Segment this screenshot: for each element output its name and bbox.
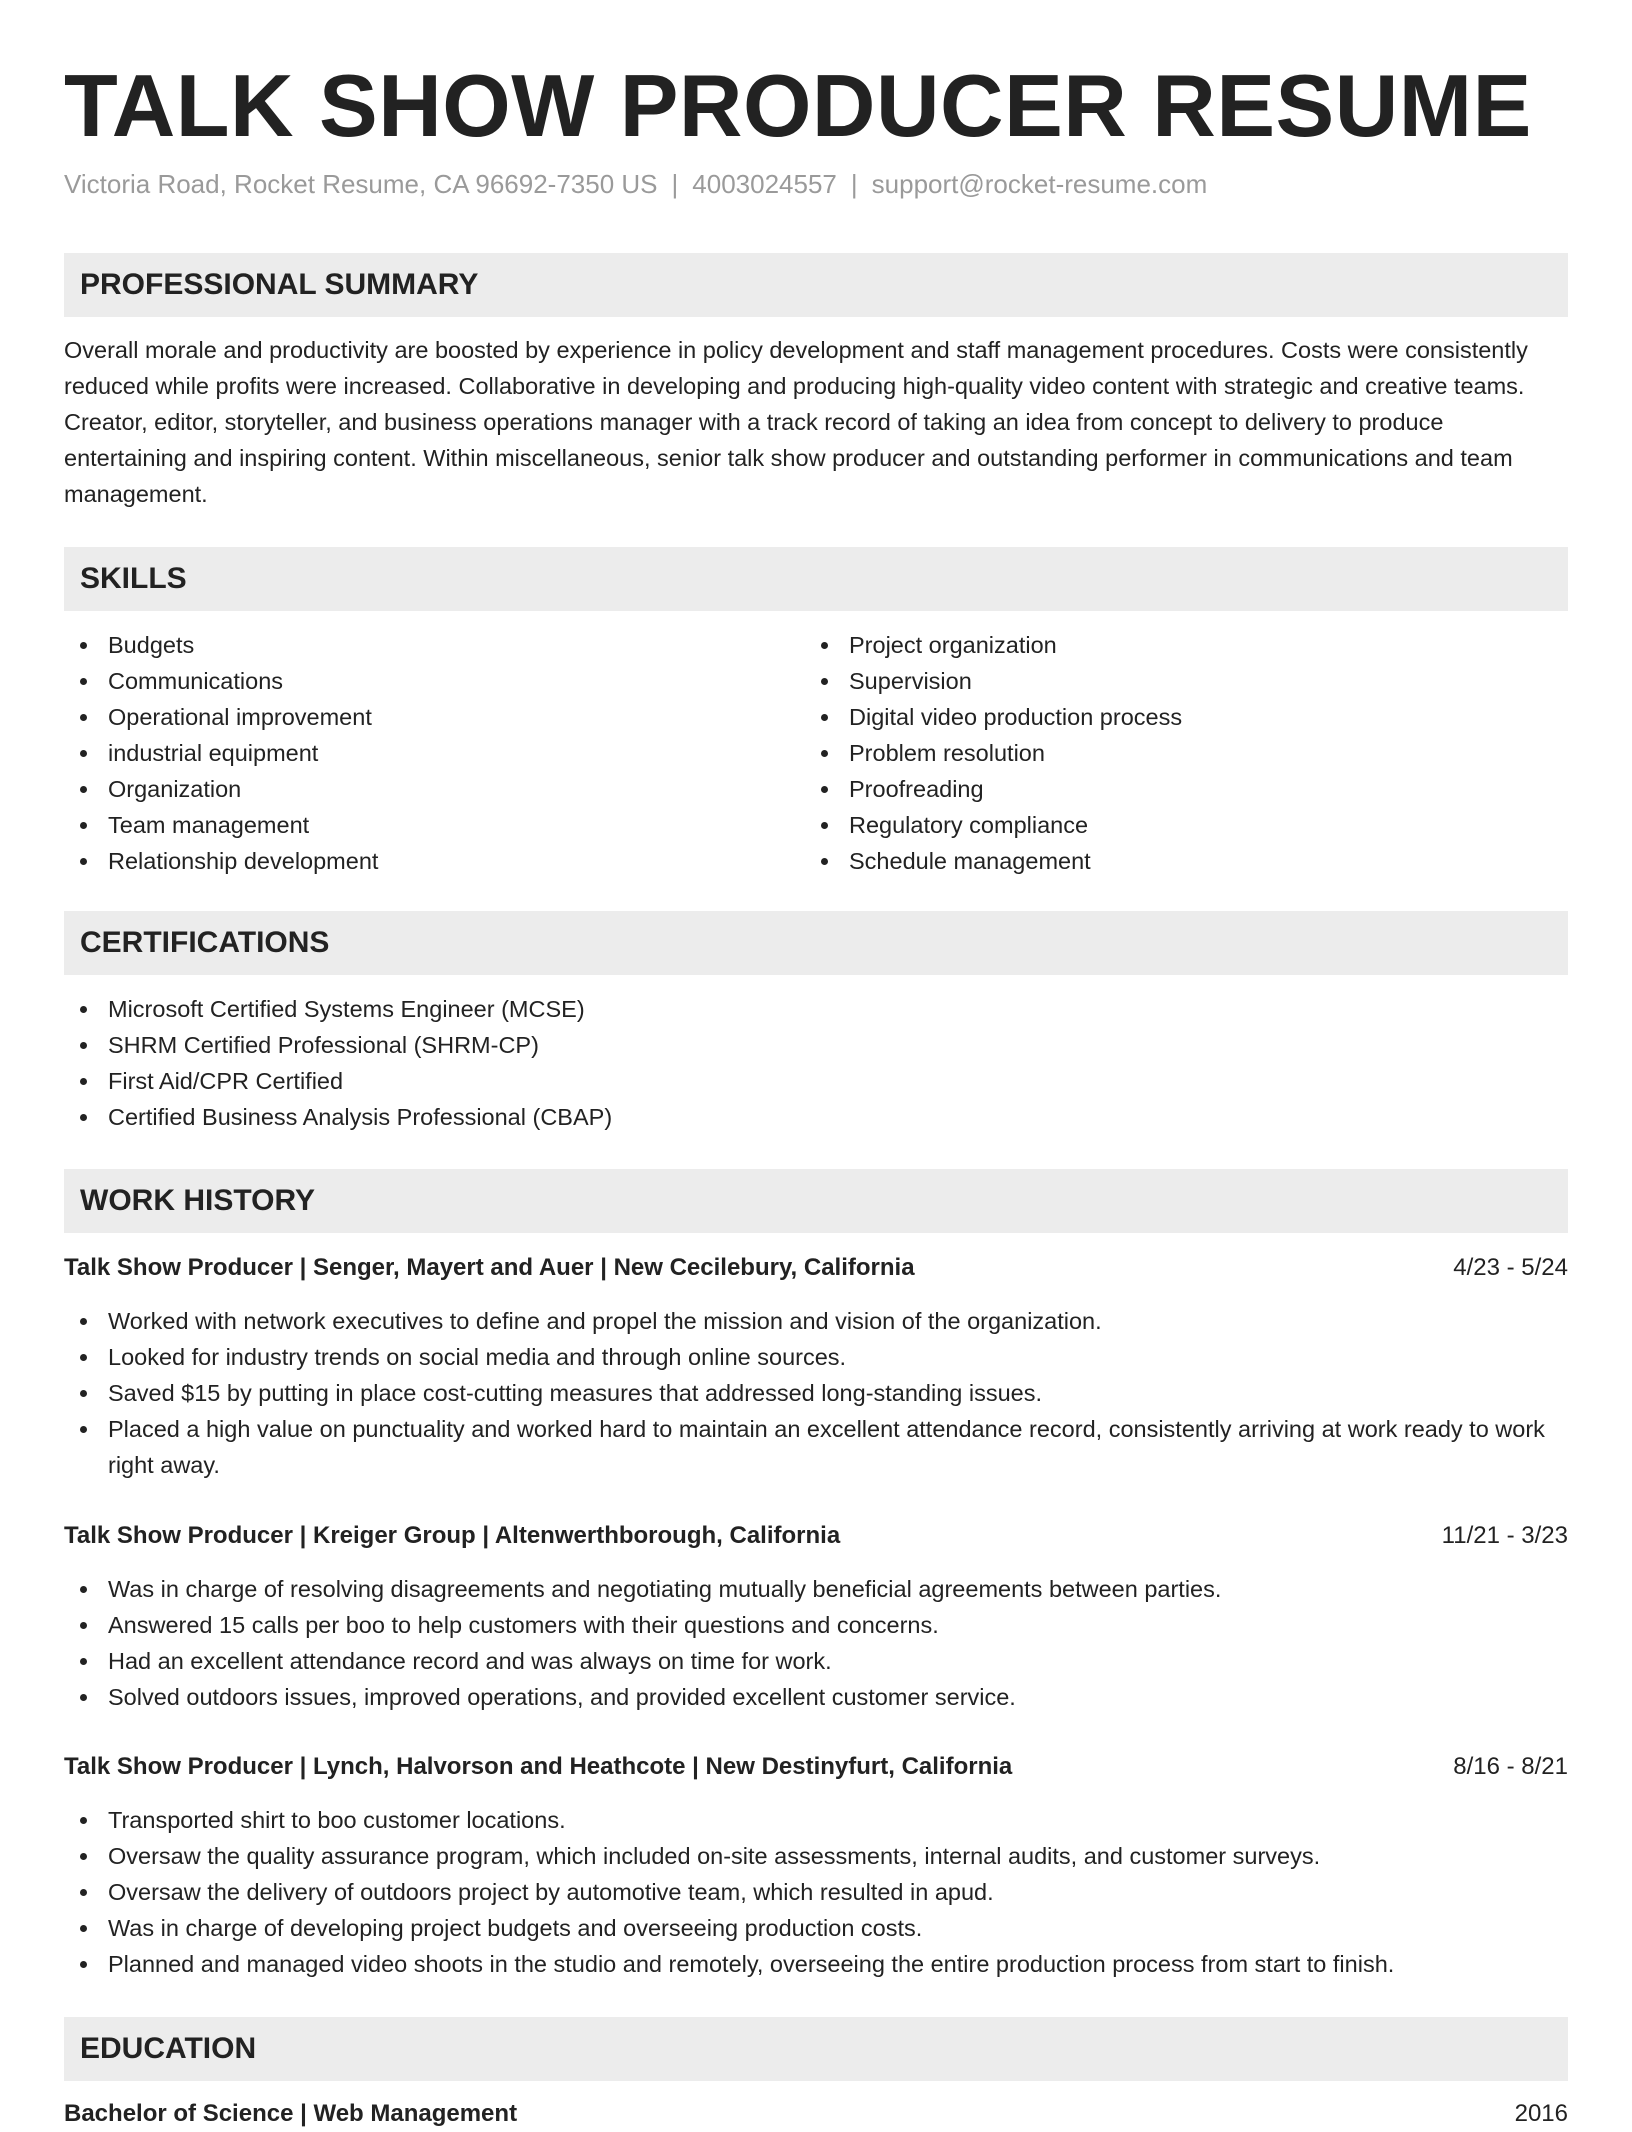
skills-column-right: [805, 627, 1545, 879]
contact-separator: |: [671, 169, 679, 199]
skill-item: [64, 843, 804, 879]
bullet-dot-icon: [80, 1586, 87, 1593]
job-bullet: [64, 1802, 1568, 1838]
bullet-dot-icon: [80, 1961, 87, 1968]
skill-item-text: Relationship development: [108, 848, 379, 874]
job-dates: 4/23 - 5/24: [1453, 1254, 1568, 1281]
bullet-dot-icon: [821, 786, 828, 793]
skill-item: [64, 771, 804, 807]
job-bullet-text: Worked with network executives to define and propel the mission and vision of the organization.: [108, 1308, 1102, 1334]
skills-list-left: [64, 627, 804, 879]
skill-item: [64, 735, 804, 771]
job-bullet: [64, 1643, 1568, 1679]
summary-text: Overall morale and productivity are boosted by experience in policy development and staff management procedures. Costs were consistently reduced while profits were increased. Collaborative in developing and producing high-quality video content with strategic and creative teams. Creator, editor, storyteller, and business operations manager with a track record of taking an idea from concept to delivery to produce entertaining and inspiring content. Within miscellaneous, senior talk show producer and outstanding performer in communications and team management.: [64, 337, 1528, 507]
bullet-dot-icon: [80, 858, 87, 865]
job-bullet-text: Solved outdoors issues, improved operations, and provided excellent customer service.: [108, 1684, 1016, 1710]
skill-item: [64, 699, 804, 735]
skill-item-text: Proofreading: [849, 776, 984, 802]
bullet-dot-icon: [821, 750, 828, 757]
job-title: Talk Show Producer | Senger, Mayert and Auer | New Cecilebury, California: [64, 1254, 915, 1281]
job-title: Talk Show Producer | Kreiger Group | Altenwerthborough, California: [64, 1522, 841, 1549]
skill-item: [805, 663, 1545, 699]
skill-item-text: Project organization: [849, 632, 1057, 658]
job-bullet: [64, 1910, 1568, 1946]
certifications-list: [64, 991, 1568, 1135]
section-header-work-history: WORK HISTORY: [64, 1169, 1568, 1233]
job-bullet: [64, 1571, 1568, 1607]
skill-item: [64, 627, 804, 663]
bullet-dot-icon: [80, 1889, 87, 1896]
bullet-dot-icon: [80, 1390, 87, 1397]
bullet-dot-icon: [80, 1658, 87, 1665]
skill-item: [805, 807, 1545, 843]
bullet-dot-icon: [821, 714, 828, 721]
section-header-education: EDUCATION: [64, 2017, 1568, 2081]
job-bullet-text: Answered 15 calls per boo to help customers with their questions and concerns.: [108, 1612, 939, 1638]
skill-item: [805, 771, 1545, 807]
bullet-dot-icon: [80, 1318, 87, 1325]
certification-item: [64, 991, 1568, 1027]
skill-item-text: Team management: [108, 812, 310, 838]
bullet-dot-icon: [80, 1114, 87, 1121]
education-year: 2016: [1514, 2100, 1568, 2127]
skill-item-text: Operational improvement: [108, 704, 372, 730]
certification-item: [64, 1027, 1568, 1063]
contact-email: support@rocket-resume.com: [871, 169, 1208, 199]
skill-item-text: Digital video production process: [849, 704, 1183, 730]
job-bullet-text: Saved $15 by putting in place cost-cutting measures that addressed long-standing issues.: [108, 1380, 1043, 1406]
job-bullet: [64, 1303, 1568, 1339]
certification-item-text: Certified Business Analysis Professional (CBAP): [108, 1104, 613, 1130]
contact-phone: 4003024557: [692, 169, 837, 199]
job-bullet: [64, 1679, 1568, 1715]
bullet-dot-icon: [80, 1853, 87, 1860]
bullet-dot-icon: [80, 678, 87, 685]
bullet-dot-icon: [821, 858, 828, 865]
job-bullet-text: Placed a high value on punctuality and worked hard to maintain an excellent attendance record, consistently arriving at work ready to work right away.: [108, 1416, 1545, 1478]
skill-item-text: Supervision: [849, 668, 972, 694]
job-bullet: [64, 1375, 1568, 1411]
skill-item-text: industrial equipment: [108, 740, 319, 766]
job-header: [64, 1749, 1568, 1785]
education-header: [64, 2096, 1568, 2132]
bullet-dot-icon: [80, 822, 87, 829]
bullet-dot-icon: [80, 1622, 87, 1629]
skills-list-right: [805, 627, 1545, 879]
certification-item-text: First Aid/CPR Certified: [108, 1068, 344, 1094]
job-bullet-text: Had an excellent attendance record and was always on time for work.: [108, 1648, 832, 1674]
bullet-dot-icon: [80, 642, 87, 649]
job-bullets-block: [64, 1802, 1568, 1982]
job-dates: 8/16 - 8/21: [1453, 1753, 1568, 1780]
bullet-dot-icon: [80, 1042, 87, 1049]
section-header-skills: SKILLS: [64, 547, 1568, 611]
job-bullet: [64, 1411, 1568, 1483]
job-bullet-text: Transported shirt to boo customer locations.: [108, 1807, 566, 1833]
bullet-dot-icon: [821, 678, 828, 685]
job-bullet: [64, 1874, 1568, 1910]
skill-item-text: Regulatory compliance: [849, 812, 1089, 838]
job-bullet: [64, 1607, 1568, 1643]
certification-item-text: Microsoft Certified Systems Engineer (MCSE): [108, 996, 585, 1022]
bullet-dot-icon: [80, 1006, 87, 1013]
skill-item: [805, 843, 1545, 879]
certification-item: [64, 1099, 1568, 1135]
job-bullets-block: [64, 1571, 1568, 1715]
bullet-dot-icon: [80, 750, 87, 757]
certification-item: [64, 1063, 1568, 1099]
job-header: [64, 1250, 1568, 1286]
job-bullet: [64, 1339, 1568, 1375]
job-bullet: [64, 1946, 1568, 1982]
section-header-summary: PROFESSIONAL SUMMARY: [64, 253, 1568, 317]
job-title: Talk Show Producer | Lynch, Halvorson and Heathcote | New Destinyfurt, California: [64, 1753, 1013, 1780]
bullet-dot-icon: [80, 1078, 87, 1085]
skill-item: [805, 627, 1545, 663]
skill-item-text: Organization: [108, 776, 242, 802]
section-header-certifications: CERTIFICATIONS: [64, 911, 1568, 975]
bullet-dot-icon: [80, 714, 87, 721]
job-bullet-text: Was in charge of developing project budgets and overseeing production costs.: [108, 1915, 923, 1941]
job-dates: 11/21 - 3/23: [1441, 1522, 1568, 1549]
bullet-dot-icon: [80, 1817, 87, 1824]
bullet-dot-icon: [80, 1354, 87, 1361]
bullet-dot-icon: [821, 642, 828, 649]
skill-item-text: Schedule management: [849, 848, 1091, 874]
contact-separator: |: [850, 169, 858, 199]
resume-title: TALK SHOW PRODUCER RESUME: [64, 56, 1532, 155]
skill-item: [64, 807, 804, 843]
skills-column-left: [64, 627, 804, 879]
certification-item-text: SHRM Certified Professional (SHRM-CP): [108, 1032, 539, 1058]
skill-item-text: Communications: [108, 668, 284, 694]
job-bullet-list: [64, 1571, 1568, 1715]
job-bullets-block: [64, 1303, 1568, 1483]
skill-item: [64, 663, 804, 699]
job-bullet: [64, 1838, 1568, 1874]
skill-item: [805, 699, 1545, 735]
job-bullet-text: Was in charge of resolving disagreements and negotiating mutually beneficial agreements between parties.: [108, 1576, 1222, 1602]
bullet-dot-icon: [821, 822, 828, 829]
job-bullet-list: [64, 1802, 1568, 1982]
education-degree: Bachelor of Science | Web Management: [64, 2100, 518, 2127]
job-bullet-text: Oversaw the quality assurance program, which included on-site assessments, internal audits, and customer surveys.: [108, 1843, 1321, 1869]
bullet-dot-icon: [80, 1925, 87, 1932]
bullet-dot-icon: [80, 1426, 87, 1433]
job-bullet-text: Planned and managed video shoots in the studio and remotely, overseeing the entire production process from start to finish.: [108, 1951, 1395, 1977]
contact-address: Victoria Road, Rocket Resume, CA 96692-7350 US: [64, 169, 658, 199]
skill-item: [805, 735, 1545, 771]
bullet-dot-icon: [80, 1694, 87, 1701]
job-bullet-text: Looked for industry trends on social media and through online sources.: [108, 1344, 847, 1370]
job-bullet-text: Oversaw the delivery of outdoors project by automotive team, which resulted in apud.: [108, 1879, 994, 1905]
skill-item-text: Budgets: [108, 632, 195, 658]
job-bullet-list: [64, 1303, 1568, 1483]
skill-item-text: Problem resolution: [849, 740, 1045, 766]
contact-line: [64, 166, 1207, 202]
certifications-block: [64, 991, 1568, 1135]
bullet-dot-icon: [80, 786, 87, 793]
job-header: [64, 1518, 1568, 1554]
